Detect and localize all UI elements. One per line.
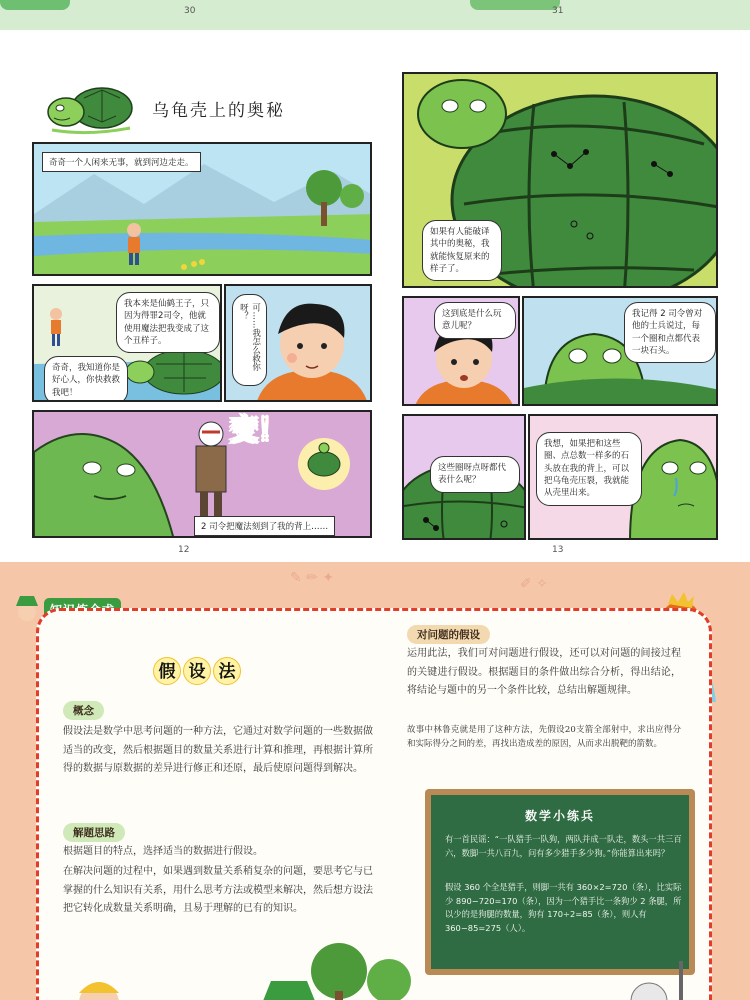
approach-text-1: 根据题目的特点，选择适当的数据进行假设。	[63, 846, 263, 857]
page-number-bottom-right: 13	[552, 545, 564, 555]
top-band-decoration	[470, 0, 560, 10]
panel-4-caption: 2 司令把魔法刻到了我的背上……	[194, 516, 335, 536]
comic-panel-2	[32, 284, 222, 402]
forest-characters-illustration	[39, 941, 715, 1000]
doodle-decoration: ✎ ✏ ✦	[290, 570, 335, 586]
top-band	[0, 0, 750, 30]
page-number-top-left: 30	[184, 6, 196, 16]
panel-5-bubble: 如果有人能破译其中的奥秘，我就能恢复原来的样子了。	[422, 220, 502, 281]
page-number-bottom-left: 12	[178, 545, 190, 555]
comic-title-row	[44, 78, 344, 136]
title-char: 法	[213, 657, 241, 685]
comic-panel-6	[402, 296, 520, 406]
practice-solution: 假设 360 个全是猎手，则脚一共有 360×2=720（条），比实际少 890−720=170（条），因为一个猎手比一条狗少 2 条腿，所以少的是狗腿的数量，狗有 170÷2=85（条），则人有 360−85=275（人）。	[445, 882, 682, 934]
panel-2-bubble-b: 奇奇，我知道你是好心人，你快救救我吧！	[44, 356, 128, 402]
title-char: 假	[153, 657, 181, 685]
top-band-decoration	[0, 0, 70, 10]
comic-panel-5	[402, 72, 718, 288]
comic-panel-3	[224, 284, 372, 402]
page-number-top-right: 31	[552, 6, 564, 16]
magic-sound-effect: 变！	[230, 413, 287, 446]
panel-8-bubble: 这些圈呀点呀都代表什么呢？	[430, 456, 520, 493]
assumption-text: 运用此法，我们可对问题进行假设，还可以对问题的间接过程的关键进行假设。根据题目的条件做出综合分析，得出结论，将结论与题中的另一个条件比较，总结出解题规律。	[407, 648, 681, 696]
concept-text: 假设法是数学中思考问题的一种方法，它通过对数学问题的一些数据做适当的改变，然后根据题目的数量关系进行计算和推理，再根据计算所得的数据与原数据的差异进行修正和还原，最后使原问题得到解决。	[63, 726, 373, 774]
practice-title: 数学小练兵	[524, 809, 595, 823]
comic-panel-8	[402, 414, 526, 540]
comic-panel-7	[522, 296, 718, 406]
comic-title: 乌龟壳上的奥秘	[152, 101, 285, 121]
approach-label: 解题思路	[63, 823, 125, 842]
turtle-head-icon	[44, 78, 134, 136]
assumption-label: 对问题的假设	[407, 625, 490, 644]
title-char: 设	[183, 657, 211, 685]
comic-panel-1	[32, 142, 372, 276]
panel-9-bubble: 我想，如果把和这些圈、点总数一样多的石头放在我的背上，可以把乌龟壳压裂，我就能从壳里出来。	[536, 432, 642, 506]
practice-problem: 有一首民谣：“一队猎手一队狗，两队并成一队走，数头一共三百六，数脚一共八百九，问有多少猎手多少狗。”你能算出来吗？	[445, 834, 682, 858]
panel-7-bubble: 我记得 2 司令曾对他的士兵说过，每一个圈和点都代表一块石头。	[624, 302, 716, 363]
comic-panel-9	[528, 414, 718, 540]
lesson-frame	[36, 608, 712, 1000]
story-text: 故事中林鲁克就是用了这种方法，先假设20支箭全部射中，求出应得分和实际得分之间的差，再找出造成差的原因，从而求出脱靶的箭数。	[407, 725, 681, 750]
approach-text-2: 在解决问题的过程中，如果遇到数量关系稍复杂的问题，要思考它与已掌握的什么知识有关系，用什么思考方法或模型来解决，然后想方设法把它转化成数量关系明确，且易于理解的已有的知识。	[63, 866, 373, 914]
panel-6-bubble: 这到底是什么玩意儿呢？	[434, 302, 516, 339]
lesson-main-title	[153, 657, 273, 689]
panel-1-caption: 奇奇一个人闲来无事，就到河边走走。	[42, 152, 201, 172]
doodle-decoration: ✐ ✧	[520, 576, 548, 592]
lesson-page	[0, 562, 750, 1000]
panel-2-bubble-a: 我本来是仙鹤王子，只因为得罪2司令，他就使用魔法把我变成了这个丑样子。	[116, 292, 220, 353]
concept-label: 概念	[63, 701, 104, 720]
panel-3-bubble: 可……我怎么救你呀？	[232, 294, 267, 386]
comic-panel-4	[32, 410, 372, 538]
